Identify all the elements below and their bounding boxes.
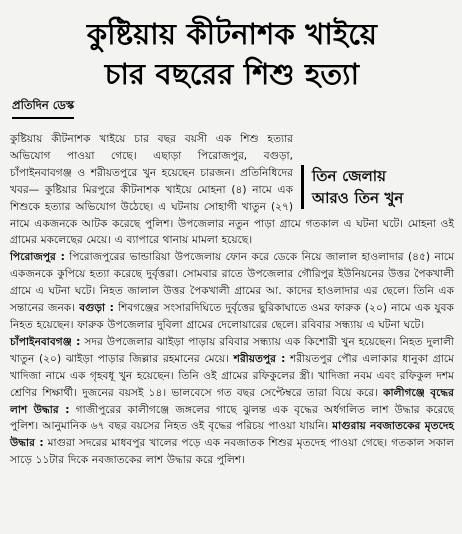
headline-line-2: চার বছরের শিশু হত্যা	[104, 57, 360, 91]
section-text: শিবগঞ্জের সংসারদিঘিতে দুর্বৃত্তের ছুরিকাঘাতে ওমর ফারুক (২০) নামে এক যুবক নিহত হয়েছেন। ফারুক উপজেলার দুবিলা গ্রামের দেলোয়ারের ছেলে। রবিবার সন্ধ্যায় এ ঘটনা ঘটে।	[10, 302, 454, 331]
section-lead: চাঁপাইনবাবগঞ্জ :	[10, 335, 81, 348]
byline: প্রতিদিন ডেস্ক	[12, 97, 74, 119]
headline	[10, 14, 454, 94]
headline-line-1: কুষ্টিয়ায় কীটনাশক খাইয়ে	[86, 17, 378, 51]
section-lead: শরীয়তপুর :	[233, 352, 286, 365]
article-section-chapainawabganj	[10, 334, 454, 469]
article-section-pirojpur	[10, 249, 454, 334]
section-text: মাগুরা সদরের মাধবপুর খালের পড়ে এক নবজাতক শিশুর মৃতদেহ পাওয়া গেছে। গতকাল সকাল সাড়ে ১১টার দিকে নবজাতকের লাশ উদ্ধার করে পুলিশ।	[10, 437, 454, 467]
article-body	[10, 131, 454, 469]
pull-quote-line-2: আরও তিন খুন	[312, 189, 404, 207]
article-intro: কুষ্টিয়ায় কীটনাশক খাইয়ে চার বছর বয়সী এক শিশু হত্যার অভিযোগ পাওয়া গেছে। এছাড়া পিরোজপুর, বগুড়া, চাঁপাইনবাবগঞ্জ ও শরীয়তপুরে খুন হয়েছেন চারজন। প্রতিনিধিদের খবর— কুষ্টিয়ার মিরপুরে কীটনাশক খাইয়ে মোহনা (৪) নামে এক শিশুকে হত্যার অভিযোগ উঠেছে। এ ঘটনায় সোহাগী খাতুন (২৭) নামে একজনকে আটক করেছে পুলিশ। উপজেলার নতুন পাড়া গ্রামে গতকাল এ ঘটনা ঘটে। মোহনা ওই গ্রামের মকলেছের মেয়ে। এ ব্যাপারে থানায় মামলা হয়েছে।	[10, 133, 454, 247]
section-text: সদর উপজেলার ঝাইড়া পাড়ায় রবিবার সন্ধ্যায় এক কিশোরী খুন হয়েছেন। নিহত দুলালী খাতুন (২০) ঝাইড়া পাড়ার জিল্লার রহমানের মেয়ে।	[10, 335, 454, 365]
pull-quote	[301, 165, 452, 209]
section-text: শরীয়তপুর পৌর এলাকার ধানুকা গ্রামে খাদিজা নামে এক গৃহবধূ খুন হয়েছেন। তিনি ওই গ্রামের রফিকুলের স্ত্রী। খাদিজা নবম এবং রফিকুল দশম শ্রেণির শিক্ষার্থী। দুজনের বয়সই ১৪। ভালবেসে গত বছর সেপ্টেম্বরে তারা বিয়ে করে।	[10, 352, 454, 399]
section-lead: বগুড়া :	[79, 302, 114, 315]
section-lead: পিরোজপুর :	[10, 251, 65, 264]
section-lead: মাগুরায় নবজাতকের মৃতদেহ উদ্ধার :	[10, 420, 454, 450]
section-text: পিরোজপুরের ভান্ডারিয়া উপজেলায় ফোন করে ডেকে নিয়ে জালাল হাওলাদার (৪৫) নামে একজনকে কুপিয়ে হত্যা করেছে দুর্বৃত্তরা। সোমবার রাতে উপজেলার গৌরিপুর ইউনিয়নের উত্তর পৈকখালী গ্রামে এ ঘটনা ঘটে। নিহত জালাল উত্তর পৈকখালী গ্রামের আ. কাদের হাওলাদার এর ছেলে। তিনি এক সন্তানের জনক।	[10, 251, 455, 315]
section-text: গাজীপুরের কালীগঞ্জে জঙ্গলের গাছে ঝুলন্ত এক বৃদ্ধের অর্ধগলিত লাশ উদ্ধার করেছে পুলিশ। আনুমানিক ৬৭ বছর বয়সের নিহত ওই বৃদ্ধের পরিচয় পাওয়া যায়নি।	[10, 403, 454, 433]
pull-quote-line-1: তিন জেলায়	[312, 167, 386, 185]
section-lead: কালীগঞ্জে বৃদ্ধের লাশ উদ্ধার :	[10, 386, 454, 416]
